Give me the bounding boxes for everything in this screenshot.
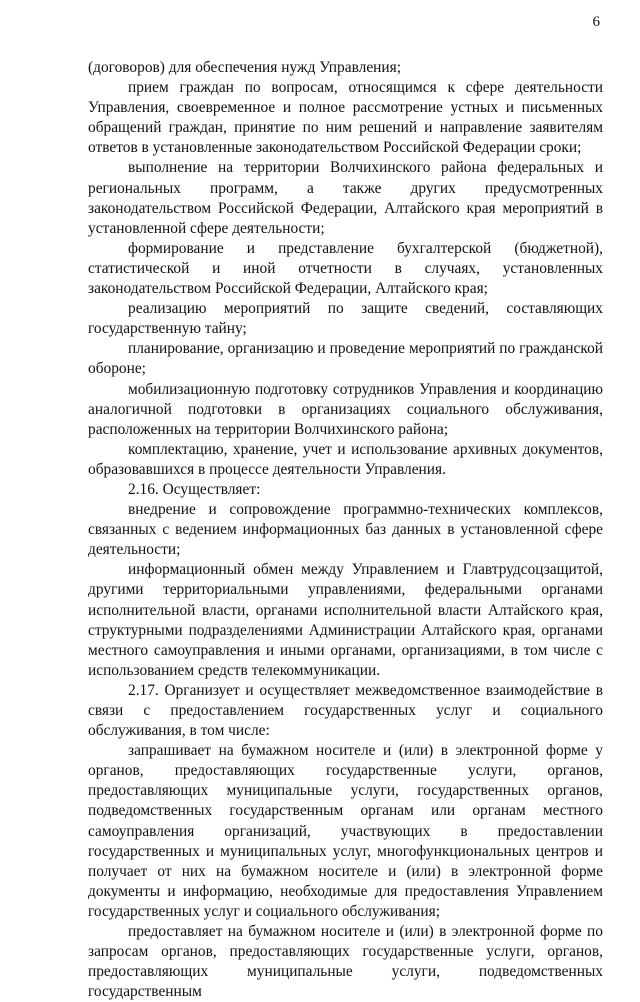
- page-number: 6: [592, 14, 600, 30]
- paragraph: выполнение на территории Волчихинского района федеральных и региональных программ, а также других предусмотренных законодательством Российской Федерации, Алтайского края мероприятий в установленной сфере деятельности;: [88, 159, 603, 237]
- paragraph: формирование и представление бухгалтерской (бюджетной), статистической и иной отчетности в случаях, установленных законодательством Российской Федерации, Алтайского края;: [88, 239, 603, 298]
- document-body: [88, 58, 603, 1002]
- paragraph: реализацию мероприятий по защите сведений, составляющих государственную тайну;: [88, 300, 603, 338]
- paragraph: планирование, организацию и проведение мероприятий по гражданской обороне;: [88, 340, 603, 378]
- paragraph: прием граждан по вопросам, относящимся к сфере деятельности Управления, своевременное и полное рассмотрение устных и письменных обращений граждан, принятие по ним решений и направление заявителям ответов в установленные законодательством Российской Федерации сроки;: [88, 79, 603, 157]
- paragraph: мобилизационную подготовку сотрудников Управления и координацию аналогичной подготовки в организациях социального обслуживания, расположенных на территории Волчихинского района;: [88, 380, 603, 438]
- paragraph: запрашивает на бумажном носителе и (или) в электронной форме у органов, предоставляющих государственные услуги, органов, предоставляющих муниципальные услуги, государственных органов, подведомственных государственным органам или органам местного самоуправления организаций, участвующих в предоставлении государственных и муниципальных услуг, многофункциональных центров и получает от них на бумажном носителе и (или) в электронной форме документы и информацию, необходимые для предоставления Управлением государственных услуг и социального обслуживания;: [88, 742, 603, 920]
- section-heading: 2.16. Осуществляет:: [128, 480, 261, 498]
- paragraph: информационный обмен между Управлением и Главтрудсоцзащитой, другими территориальными управлениями, федеральными органами исполнительной власти, органами исполнительной власти Алтайского края, структурными подразделениями Администрации Алтайского края, органами местного самоуправления и иными органами, организациями, в том числе с использованием средств телекоммуникации.: [88, 561, 603, 679]
- section-heading: 2.17. Организует и осуществляет межведомственное взаимодействие в связи с предоставлением государственных услуг и социального обслуживания, в том числе:: [88, 681, 603, 740]
- paragraph: (договоров) для обеспечения нужд Управления;: [88, 59, 401, 76]
- paragraph: предоставляет на бумажном носителе и (или) в электронной форме по запросам органов, предоставляющих государственные услуги, органов, предоставляющих муниципальные услуги, подведомственных государственным: [88, 923, 603, 1001]
- paragraph: внедрение и сопровождение программно-технических комплексов, связанных с ведением информационных баз данных в установленной сфере деятельности;: [88, 501, 603, 559]
- paragraph: комплектацию, хранение, учет и использование архивных документов, образовавшихся в процессе деятельности Управления.: [88, 440, 603, 478]
